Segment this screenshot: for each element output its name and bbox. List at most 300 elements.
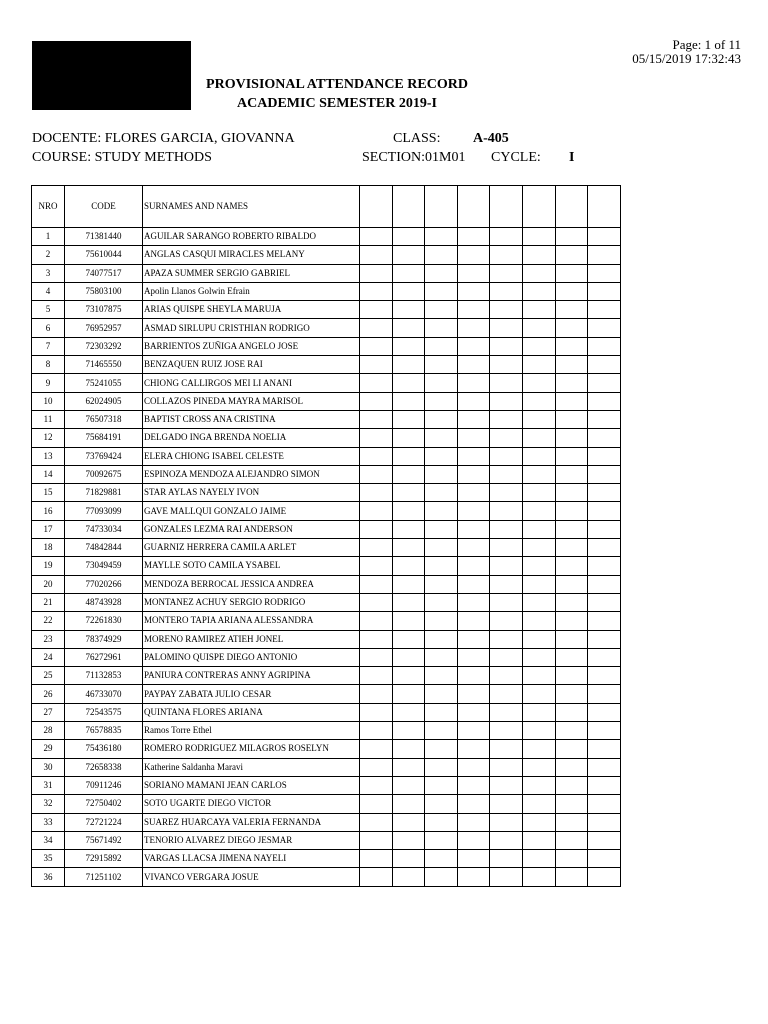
attendance-cell — [555, 703, 588, 721]
attendance-cell — [490, 722, 523, 740]
attendance-cell — [522, 520, 555, 538]
row-student-name: GUARNIZ HERRERA CAMILA ARLET — [143, 539, 360, 557]
row-nro: 21 — [32, 593, 65, 611]
attendance-cell — [490, 575, 523, 593]
row-code: 74842844 — [65, 539, 143, 557]
attendance-cell — [392, 301, 425, 319]
attendance-cell — [588, 246, 621, 264]
row-code: 72261830 — [65, 612, 143, 630]
attendance-cell — [392, 356, 425, 374]
attendance-cell — [490, 557, 523, 575]
attendance-cell — [588, 410, 621, 428]
attendance-cell — [425, 612, 458, 630]
attendance-cell — [588, 356, 621, 374]
row-student-name: PALOMINO QUISPE DIEGO ANTONIO — [143, 648, 360, 666]
attendance-cell — [425, 813, 458, 831]
row-nro: 12 — [32, 429, 65, 447]
attendance-cell — [425, 685, 458, 703]
attendance-cell — [490, 520, 523, 538]
attendance-cell — [588, 776, 621, 794]
attendance-cell — [522, 410, 555, 428]
table-row — [32, 429, 621, 447]
attendance-cell — [425, 539, 458, 557]
row-student-name: GONZALES LEZMA RAI ANDERSON — [143, 520, 360, 538]
attendance-cell — [522, 703, 555, 721]
attendance-cell — [360, 667, 393, 685]
attendance-cell — [360, 813, 393, 831]
row-code: 72658338 — [65, 758, 143, 776]
attendance-cell — [360, 593, 393, 611]
table-row — [32, 392, 621, 410]
attendance-cell — [555, 575, 588, 593]
attendance-cell — [457, 813, 490, 831]
attendance-cell — [425, 502, 458, 520]
attendance-cell — [555, 648, 588, 666]
document-subtitle: ACADEMIC SEMESTER 2019-I — [237, 96, 437, 111]
attendance-cell — [457, 228, 490, 246]
col-header-code: CODE — [65, 186, 143, 228]
attendance-cell — [588, 740, 621, 758]
attendance-cell — [588, 429, 621, 447]
attendance-cell — [425, 246, 458, 264]
row-code: 62024905 — [65, 392, 143, 410]
row-code: 46733070 — [65, 685, 143, 703]
attendance-cell — [588, 703, 621, 721]
attendance-cell — [588, 685, 621, 703]
attendance-cell — [392, 776, 425, 794]
attendance-cell — [425, 447, 458, 465]
attendance-cell — [360, 539, 393, 557]
attendance-cell — [392, 410, 425, 428]
attendance-cell — [555, 410, 588, 428]
attendance-cell — [588, 465, 621, 483]
row-code: 74077517 — [65, 264, 143, 282]
attendance-cell — [490, 502, 523, 520]
attendance-cell — [425, 575, 458, 593]
attendance-cell — [425, 410, 458, 428]
row-code: 72750402 — [65, 795, 143, 813]
attendance-cell — [425, 301, 458, 319]
row-nro: 9 — [32, 374, 65, 392]
attendance-col-header — [588, 186, 621, 228]
attendance-cell — [522, 667, 555, 685]
attendance-cell — [490, 246, 523, 264]
row-student-name: ARIAS QUISPE SHEYLA MARUJA — [143, 301, 360, 319]
attendance-cell — [360, 337, 393, 355]
attendance-cell — [588, 667, 621, 685]
row-code: 71381440 — [65, 228, 143, 246]
attendance-cell — [425, 465, 458, 483]
attendance-cell — [425, 740, 458, 758]
attendance-cell — [360, 850, 393, 868]
attendance-cell — [490, 630, 523, 648]
attendance-cell — [522, 648, 555, 666]
attendance-cell — [392, 740, 425, 758]
attendance-cell — [360, 447, 393, 465]
row-code: 74733034 — [65, 520, 143, 538]
row-nro: 4 — [32, 282, 65, 300]
attendance-cell — [360, 465, 393, 483]
row-code: 76952957 — [65, 319, 143, 337]
attendance-cell — [425, 374, 458, 392]
row-student-name: VARGAS LLACSA JIMENA NAYELI — [143, 850, 360, 868]
attendance-cell — [490, 593, 523, 611]
attendance-cell — [425, 264, 458, 282]
attendance-cell — [588, 337, 621, 355]
attendance-cell — [522, 539, 555, 557]
row-student-name: Apolin Llanos Golwin Efrain — [143, 282, 360, 300]
section-label: SECTION:01M01 — [362, 150, 466, 165]
attendance-cell — [522, 392, 555, 410]
table-row — [32, 246, 621, 264]
attendance-cell — [457, 557, 490, 575]
row-nro: 33 — [32, 813, 65, 831]
row-nro: 32 — [32, 795, 65, 813]
table-row — [32, 520, 621, 538]
row-nro: 6 — [32, 319, 65, 337]
attendance-cell — [392, 520, 425, 538]
attendance-cell — [425, 648, 458, 666]
attendance-cell — [588, 575, 621, 593]
attendance-cell — [360, 410, 393, 428]
row-student-name: PANIURA CONTRERAS ANNY AGRIPINA — [143, 667, 360, 685]
attendance-cell — [392, 337, 425, 355]
attendance-cell — [588, 374, 621, 392]
row-code: 71251102 — [65, 868, 143, 886]
attendance-cell — [490, 703, 523, 721]
attendance-cell — [490, 667, 523, 685]
attendance-cell — [522, 758, 555, 776]
attendance-cell — [555, 722, 588, 740]
attendance-cell — [457, 722, 490, 740]
attendance-cell — [588, 520, 621, 538]
row-student-name: QUINTANA FLORES ARIANA — [143, 703, 360, 721]
attendance-cell — [555, 246, 588, 264]
attendance-cell — [490, 758, 523, 776]
attendance-cell — [392, 557, 425, 575]
attendance-cell — [588, 722, 621, 740]
attendance-cell — [425, 722, 458, 740]
attendance-cell — [457, 648, 490, 666]
attendance-cell — [425, 282, 458, 300]
print-datetime: 05/15/2019 17:32:43 — [632, 51, 741, 66]
attendance-cell — [360, 520, 393, 538]
row-nro: 26 — [32, 685, 65, 703]
attendance-cell — [360, 374, 393, 392]
attendance-cell — [490, 282, 523, 300]
row-code: 75684191 — [65, 429, 143, 447]
row-student-name: MONTANEZ ACHUY SERGIO RODRIGO — [143, 593, 360, 611]
row-nro: 16 — [32, 502, 65, 520]
attendance-cell — [457, 630, 490, 648]
row-student-name: BARRIENTOS ZUÑIGA ANGELO JOSE — [143, 337, 360, 355]
row-student-name: MAYLLE SOTO CAMILA YSABEL — [143, 557, 360, 575]
row-student-name: MONTERO TAPIA ARIANA ALESSANDRA — [143, 612, 360, 630]
attendance-cell — [522, 246, 555, 264]
course-label: COURSE: STUDY METHODS — [32, 150, 212, 165]
row-code: 75803100 — [65, 282, 143, 300]
table-row — [32, 557, 621, 575]
table-row — [32, 228, 621, 246]
row-nro: 34 — [32, 831, 65, 849]
row-student-name: DELGADO INGA BRENDA NOELIA — [143, 429, 360, 447]
attendance-cell — [392, 282, 425, 300]
row-nro: 11 — [32, 410, 65, 428]
attendance-cell — [392, 465, 425, 483]
row-nro: 23 — [32, 630, 65, 648]
attendance-cell — [457, 392, 490, 410]
attendance-cell — [360, 758, 393, 776]
attendance-cell — [457, 429, 490, 447]
row-nro: 28 — [32, 722, 65, 740]
attendance-cell — [392, 813, 425, 831]
row-code: 72543575 — [65, 703, 143, 721]
row-nro: 1 — [32, 228, 65, 246]
attendance-cell — [588, 648, 621, 666]
page-number: Page: 1 of 11 — [672, 37, 741, 52]
table-row — [32, 813, 621, 831]
table-row — [32, 776, 621, 794]
row-code: 76578835 — [65, 722, 143, 740]
attendance-cell — [588, 301, 621, 319]
attendance-cell — [457, 502, 490, 520]
attendance-cell — [425, 392, 458, 410]
attendance-cell — [522, 593, 555, 611]
row-student-name: APAZA SUMMER SERGIO GABRIEL — [143, 264, 360, 282]
table-row — [32, 282, 621, 300]
attendance-cell — [588, 392, 621, 410]
attendance-cell — [457, 850, 490, 868]
table-row — [32, 410, 621, 428]
row-student-name: STAR AYLAS NAYELY IVON — [143, 484, 360, 502]
table-row — [32, 484, 621, 502]
attendance-cell — [392, 831, 425, 849]
attendance-cell — [457, 282, 490, 300]
row-student-name: Ramos Torre Ethel — [143, 722, 360, 740]
attendance-cell — [490, 685, 523, 703]
attendance-cell — [360, 776, 393, 794]
row-student-name: ASMAD SIRLUPU CRISTHIAN RODRIGO — [143, 319, 360, 337]
row-nro: 19 — [32, 557, 65, 575]
attendance-cell — [522, 301, 555, 319]
attendance-cell — [555, 740, 588, 758]
row-nro: 22 — [32, 612, 65, 630]
attendance-cell — [522, 484, 555, 502]
row-nro: 36 — [32, 868, 65, 886]
table-row — [32, 301, 621, 319]
row-code: 78374929 — [65, 630, 143, 648]
attendance-cell — [457, 520, 490, 538]
row-nro: 5 — [32, 301, 65, 319]
attendance-cell — [555, 465, 588, 483]
attendance-cell — [392, 484, 425, 502]
attendance-cell — [522, 228, 555, 246]
row-code: 76507318 — [65, 410, 143, 428]
attendance-cell — [425, 593, 458, 611]
attendance-cell — [392, 868, 425, 886]
row-nro: 10 — [32, 392, 65, 410]
table-row — [32, 630, 621, 648]
row-nro: 31 — [32, 776, 65, 794]
attendance-cell — [588, 228, 621, 246]
attendance-rows — [32, 228, 621, 887]
attendance-cell — [425, 520, 458, 538]
attendance-cell — [392, 703, 425, 721]
row-code: 71465550 — [65, 356, 143, 374]
table-row — [32, 648, 621, 666]
attendance-cell — [392, 593, 425, 611]
attendance-cell — [588, 850, 621, 868]
table-row — [32, 685, 621, 703]
class-value: A-405 — [473, 131, 509, 146]
attendance-cell — [360, 484, 393, 502]
attendance-cell — [490, 612, 523, 630]
attendance-cell — [457, 776, 490, 794]
attendance-cell — [392, 612, 425, 630]
row-student-name: Katherine Saldanha Maravi — [143, 758, 360, 776]
attendance-cell — [490, 228, 523, 246]
attendance-cell — [392, 319, 425, 337]
row-code: 75671492 — [65, 831, 143, 849]
row-code: 71829881 — [65, 484, 143, 502]
attendance-cell — [392, 447, 425, 465]
attendance-cell — [360, 301, 393, 319]
attendance-cell — [360, 264, 393, 282]
attendance-cell — [425, 356, 458, 374]
row-code: 70911246 — [65, 776, 143, 794]
attendance-cell — [522, 264, 555, 282]
attendance-cell — [555, 502, 588, 520]
class-label: CLASS: — [393, 131, 441, 146]
attendance-cell — [490, 795, 523, 813]
cycle-value: I — [569, 150, 575, 165]
table-row — [32, 539, 621, 557]
attendance-cell — [392, 795, 425, 813]
attendance-cell — [360, 612, 393, 630]
attendance-cell — [555, 868, 588, 886]
attendance-cell — [457, 410, 490, 428]
table-row — [32, 319, 621, 337]
attendance-cell — [457, 612, 490, 630]
attendance-cell — [360, 282, 393, 300]
table-row — [32, 447, 621, 465]
attendance-cell — [522, 868, 555, 886]
attendance-cell — [555, 429, 588, 447]
attendance-cell — [457, 575, 490, 593]
attendance-cell — [457, 301, 490, 319]
table-row — [32, 722, 621, 740]
row-nro: 2 — [32, 246, 65, 264]
attendance-cell — [457, 447, 490, 465]
attendance-cell — [457, 319, 490, 337]
row-code: 70092675 — [65, 465, 143, 483]
attendance-cell — [555, 630, 588, 648]
table-row — [32, 502, 621, 520]
attendance-cell — [555, 593, 588, 611]
attendance-cell — [425, 484, 458, 502]
row-nro: 17 — [32, 520, 65, 538]
attendance-cell — [490, 410, 523, 428]
attendance-cell — [490, 337, 523, 355]
row-nro: 15 — [32, 484, 65, 502]
row-student-name: GAVE MALLQUI GONZALO JAIME — [143, 502, 360, 520]
attendance-cell — [392, 539, 425, 557]
attendance-cell — [392, 374, 425, 392]
table-row — [32, 575, 621, 593]
attendance-cell — [522, 337, 555, 355]
table-row — [32, 850, 621, 868]
attendance-cell — [457, 868, 490, 886]
row-code: 77020266 — [65, 575, 143, 593]
attendance-col-header — [360, 186, 393, 228]
attendance-cell — [490, 301, 523, 319]
row-code: 48743928 — [65, 593, 143, 611]
attendance-cell — [522, 776, 555, 794]
row-code: 72915892 — [65, 850, 143, 868]
attendance-cell — [457, 685, 490, 703]
attendance-cell — [555, 228, 588, 246]
attendance-cell — [360, 795, 393, 813]
table-row — [32, 612, 621, 630]
attendance-cell — [360, 246, 393, 264]
attendance-cell — [457, 667, 490, 685]
attendance-cell — [588, 813, 621, 831]
attendance-cell — [555, 447, 588, 465]
attendance-cell — [555, 392, 588, 410]
attendance-cell — [522, 575, 555, 593]
attendance-cell — [522, 795, 555, 813]
attendance-cell — [392, 648, 425, 666]
attendance-cell — [555, 612, 588, 630]
attendance-cell — [490, 392, 523, 410]
attendance-cell — [588, 447, 621, 465]
attendance-cell — [555, 539, 588, 557]
attendance-col-header — [457, 186, 490, 228]
attendance-col-header — [555, 186, 588, 228]
attendance-cell — [588, 319, 621, 337]
attendance-cell — [522, 612, 555, 630]
row-code: 73769424 — [65, 447, 143, 465]
col-header-names: SURNAMES AND NAMES — [143, 186, 360, 228]
attendance-cell — [522, 850, 555, 868]
attendance-cell — [457, 539, 490, 557]
row-code: 72303292 — [65, 337, 143, 355]
col-header-nro: NRO — [32, 186, 65, 228]
row-student-name: VIVANCO VERGARA JOSUE — [143, 868, 360, 886]
attendance-cell — [425, 776, 458, 794]
attendance-cell — [392, 264, 425, 282]
row-code: 77093099 — [65, 502, 143, 520]
attendance-cell — [490, 465, 523, 483]
attendance-cell — [522, 831, 555, 849]
attendance-cell — [490, 319, 523, 337]
attendance-cell — [392, 667, 425, 685]
row-student-name: MENDOZA BERROCAL JESSICA ANDREA — [143, 575, 360, 593]
row-code: 75241055 — [65, 374, 143, 392]
attendance-cell — [392, 630, 425, 648]
attendance-cell — [392, 502, 425, 520]
attendance-cell — [425, 831, 458, 849]
attendance-cell — [457, 264, 490, 282]
row-code: 75436180 — [65, 740, 143, 758]
row-student-name: ELERA CHIONG ISABEL CELESTE — [143, 447, 360, 465]
attendance-cell — [425, 337, 458, 355]
attendance-cell — [490, 356, 523, 374]
attendance-cell — [588, 868, 621, 886]
attendance-cell — [457, 374, 490, 392]
attendance-cell — [555, 374, 588, 392]
table-row — [32, 465, 621, 483]
